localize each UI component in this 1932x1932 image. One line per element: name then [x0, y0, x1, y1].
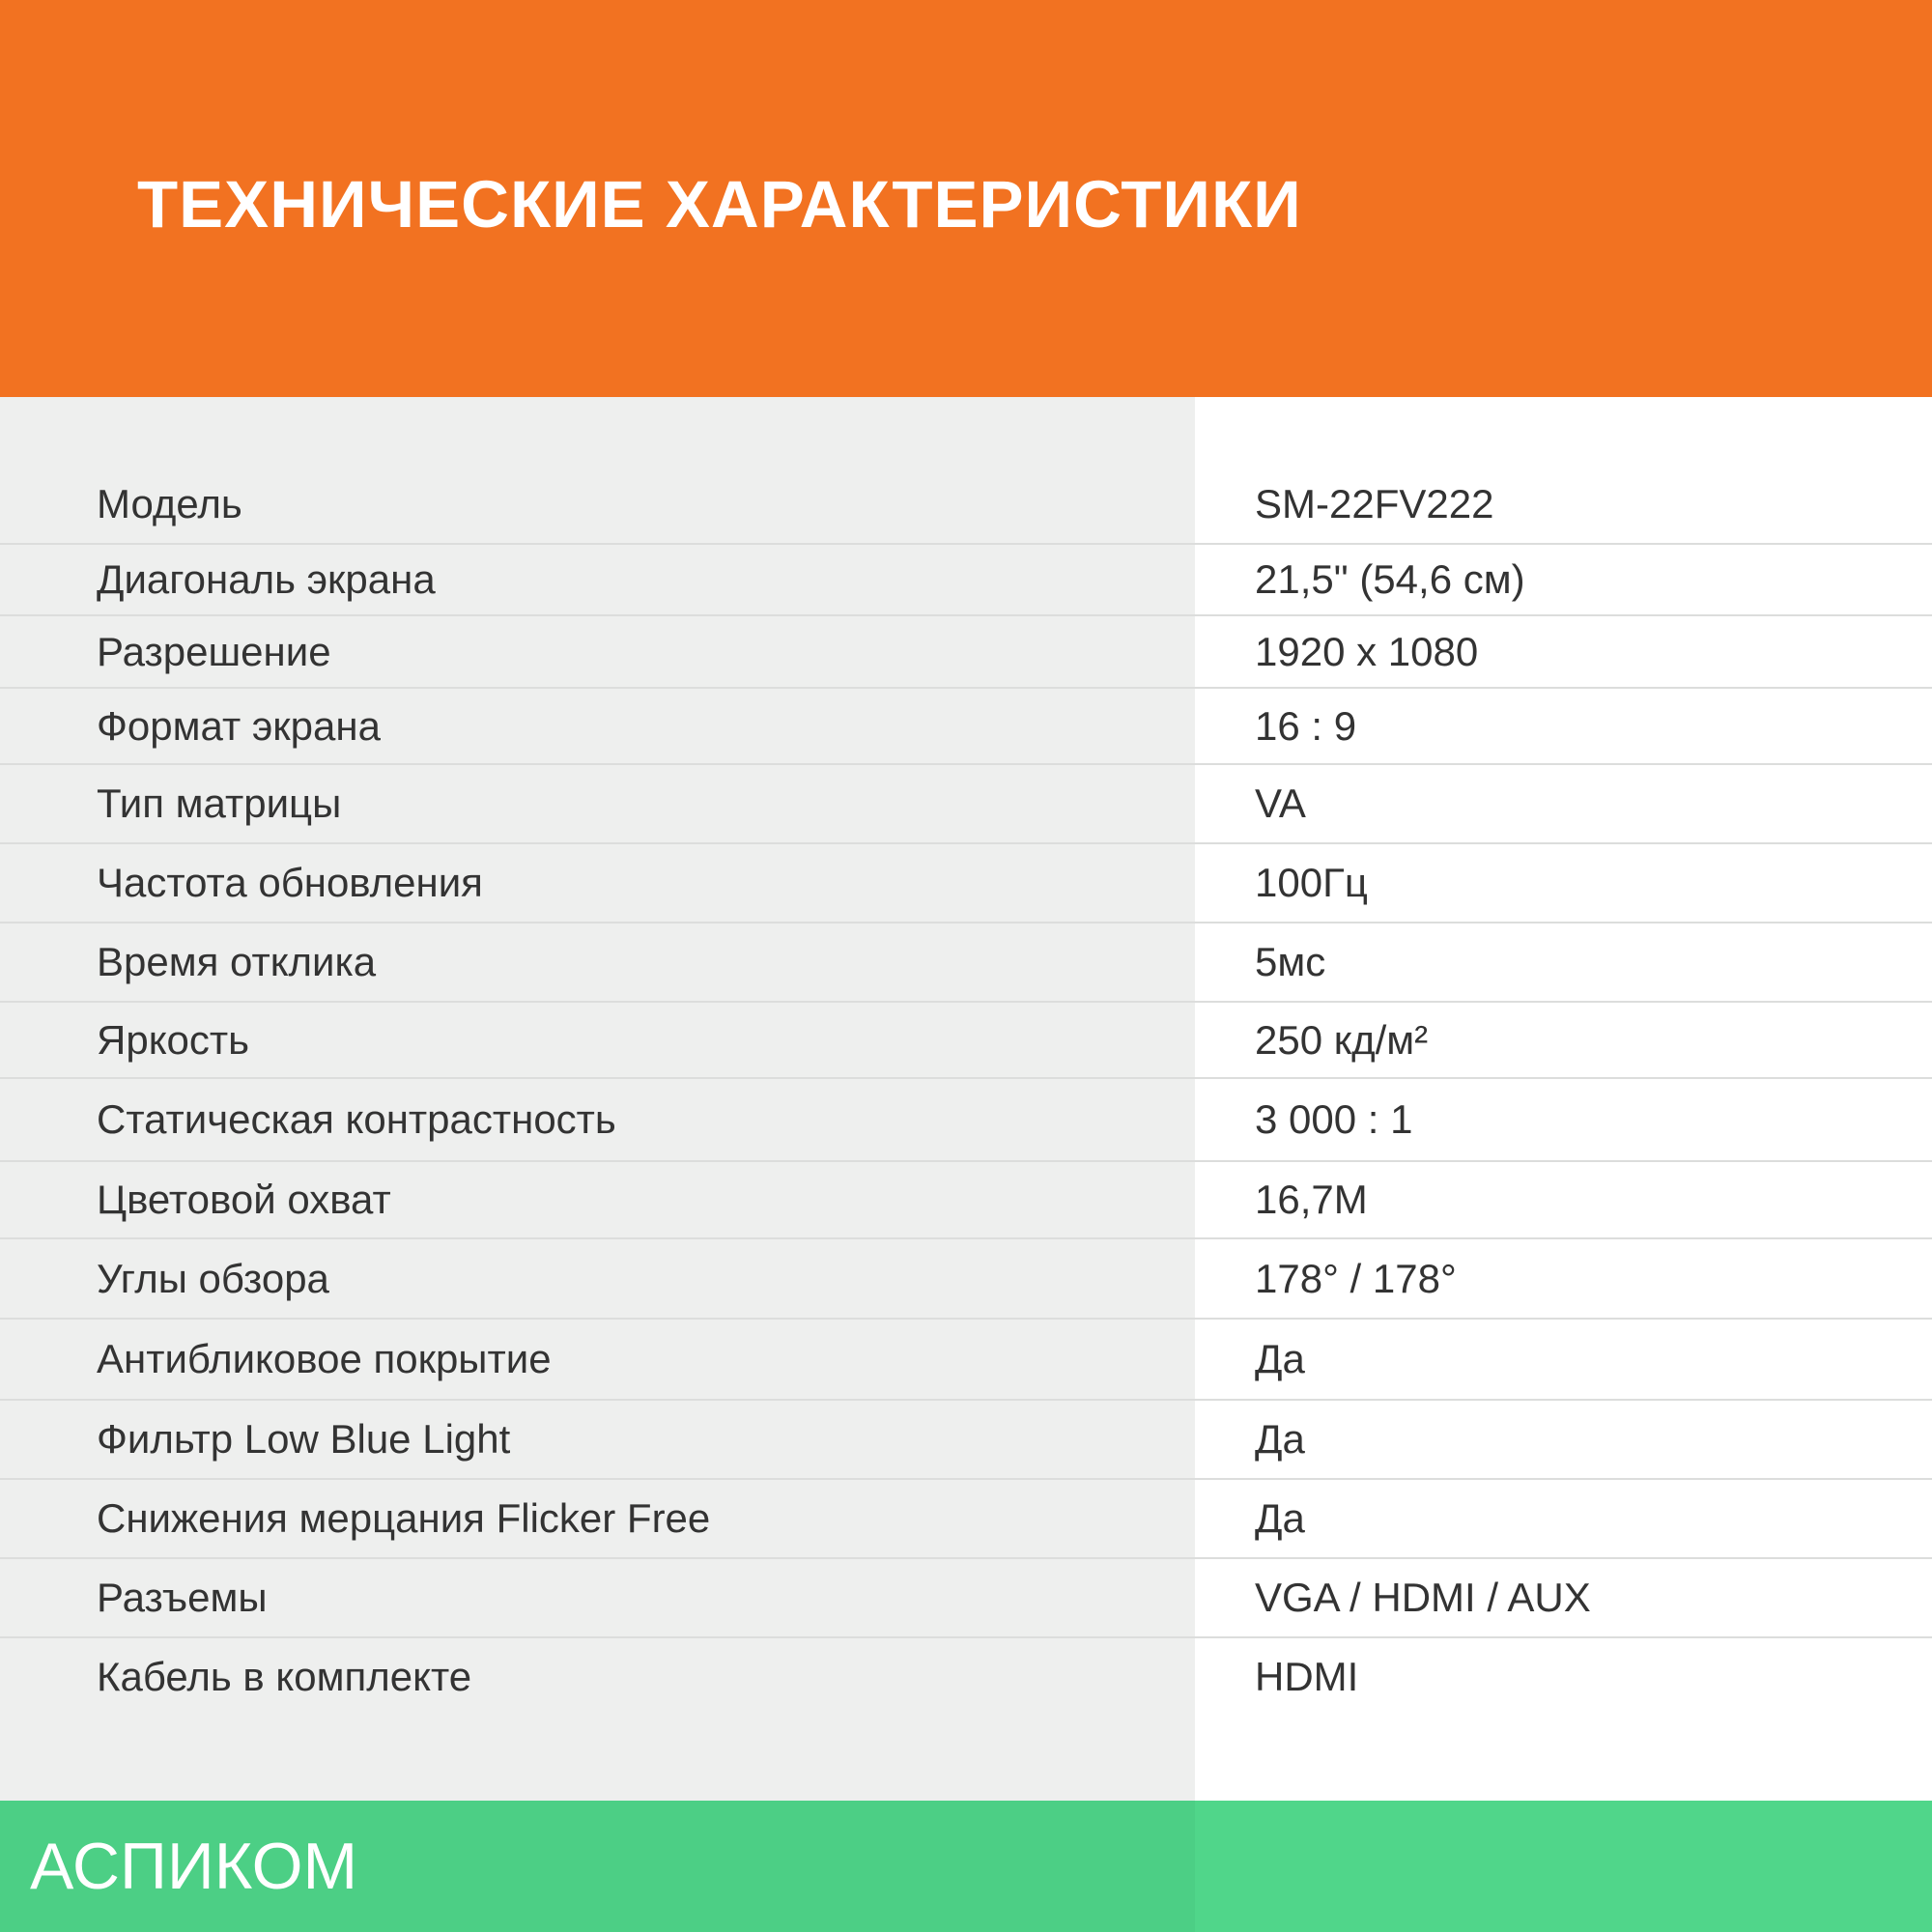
spec-row-color-gamut	[0, 1162, 1932, 1239]
spec-value: Да	[1255, 1336, 1305, 1381]
spec-value: HDMI	[1255, 1654, 1359, 1699]
spec-value: 1920 x 1080	[1255, 629, 1479, 674]
spec-value: VGA / HDMI / AUX	[1255, 1575, 1591, 1620]
spec-label: Углы обзора	[97, 1256, 329, 1301]
spec-label: Разрешение	[97, 629, 331, 674]
spec-row-diagonal	[0, 545, 1932, 616]
spec-label: Модель	[97, 481, 242, 526]
spec-row-resolution	[0, 616, 1932, 689]
spec-row-brightness	[0, 1003, 1932, 1079]
spec-row-viewing-angles	[0, 1239, 1932, 1320]
spec-row-connectors	[0, 1559, 1932, 1638]
spec-label: Яркость	[97, 1017, 250, 1063]
spec-body	[0, 397, 1932, 1801]
spec-row-response-time	[0, 923, 1932, 1003]
spec-value: SM-22FV222	[1255, 481, 1494, 526]
spec-label: Тип матрицы	[97, 781, 342, 826]
spec-row-low-blue-light	[0, 1401, 1932, 1480]
spec-value: 21,5" (54,6 см)	[1255, 556, 1525, 602]
spec-label: Снижения мерцания Flicker Free	[97, 1495, 711, 1541]
spec-row-aspect-ratio	[0, 689, 1932, 765]
brand-name: АСПИКОМ	[30, 1830, 358, 1903]
spec-row-static-contrast	[0, 1079, 1932, 1162]
spec-value: Да	[1255, 1416, 1305, 1462]
spec-row-cable-included	[0, 1638, 1932, 1718]
spec-row-refresh-rate	[0, 844, 1932, 923]
spec-label: Разъемы	[97, 1575, 268, 1620]
spec-table	[0, 466, 1932, 1718]
spec-value: 3 000 : 1	[1255, 1096, 1413, 1142]
spec-label: Статическая контрастность	[97, 1096, 616, 1142]
spec-label: Цветовой охват	[97, 1177, 391, 1222]
spec-label: Фильтр Low Blue Light	[97, 1416, 511, 1462]
spec-value: 178° / 178°	[1255, 1256, 1457, 1301]
spec-row-flicker-free	[0, 1480, 1932, 1559]
spec-label: Кабель в комплекте	[97, 1654, 472, 1699]
spec-row-panel-type	[0, 765, 1932, 844]
spec-value: 100Гц	[1255, 860, 1368, 905]
spec-value: VA	[1255, 781, 1306, 826]
spec-value: 16,7M	[1255, 1177, 1368, 1222]
spec-value: Да	[1255, 1495, 1305, 1541]
spec-value: 16 : 9	[1255, 703, 1357, 749]
spec-label: Формат экрана	[97, 703, 381, 749]
footer-right-panel	[1195, 1801, 1932, 1932]
spec-value: 250 кд/м²	[1255, 1017, 1429, 1063]
spec-value: 5мс	[1255, 939, 1326, 984]
spec-label: Частота обновления	[97, 860, 483, 905]
footer-banner	[0, 1801, 1932, 1932]
header-banner	[0, 0, 1932, 397]
spec-row-anti-glare	[0, 1320, 1932, 1401]
spec-label: Антибликовое покрытие	[97, 1336, 552, 1381]
page-title: ТЕХНИЧЕСКИЕ ХАРАКТЕРИСТИКИ	[137, 167, 1302, 242]
spec-label: Время отклика	[97, 939, 377, 984]
spec-row-model	[0, 466, 1932, 545]
spec-label: Диагональ экрана	[97, 556, 436, 602]
